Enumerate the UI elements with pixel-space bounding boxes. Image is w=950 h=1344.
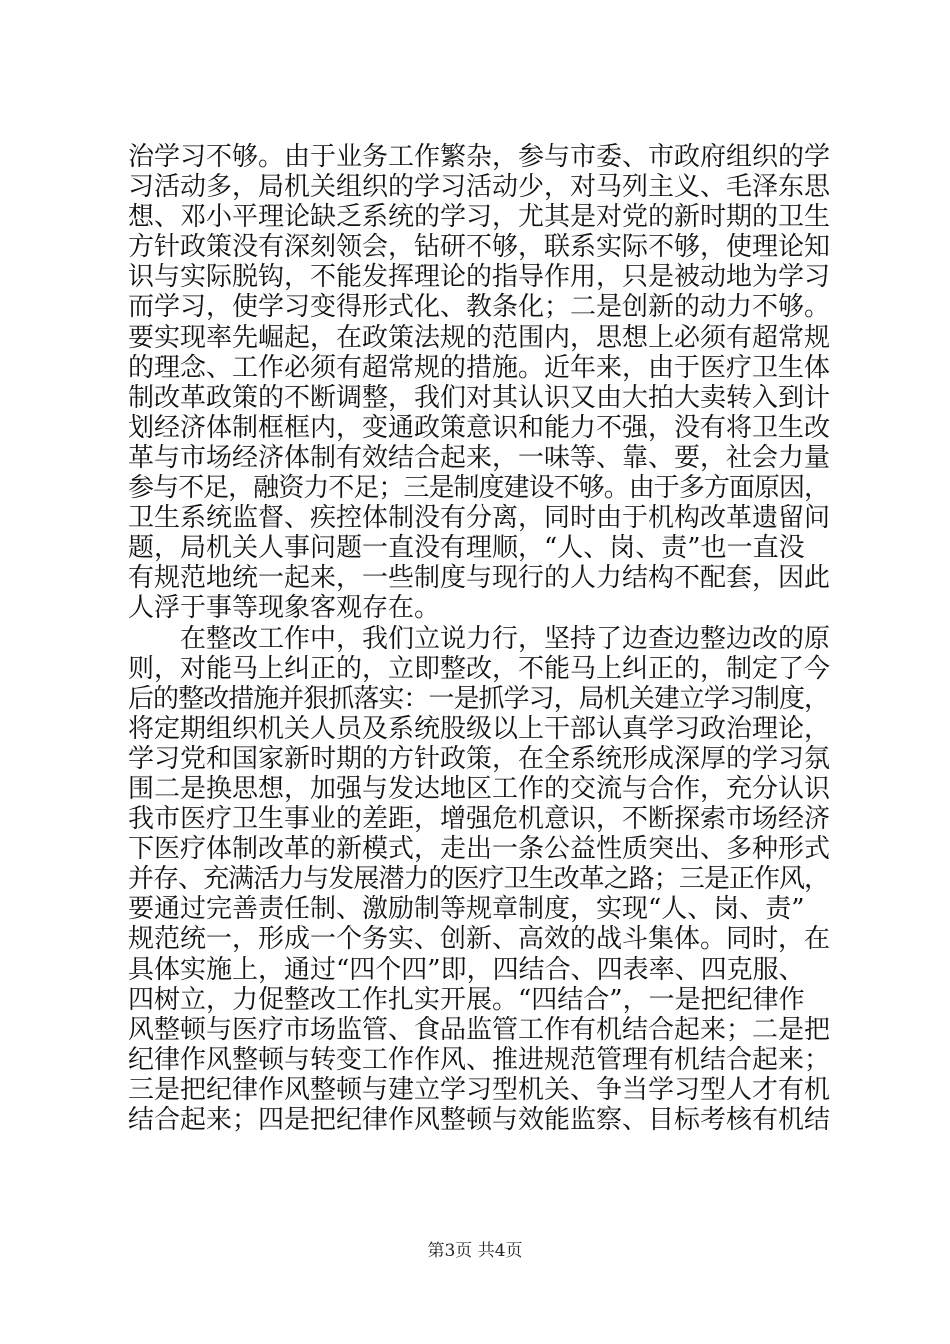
text-line: 的理念、工作必须有超常规的措施。近年来，由于医疗卫生体	[128, 352, 831, 383]
text-line: 风整顿与医疗市场监管、食品监管工作有机结合起来；二是把	[128, 1014, 831, 1045]
text-line: 三是把纪律作风整顿与建立学习型机关、争当学习型人才有机	[128, 1074, 831, 1105]
text-line: 我市医疗卫生事业的差距，增强危机意识，不断探索市场经济	[128, 804, 831, 835]
text-line: 下医疗体制改革的新模式，走出一条公益性质突出、多种形式	[128, 834, 831, 865]
text-line: 制改革政策的不断调整，我们对其认识又由大拍大卖转入到计	[128, 382, 831, 413]
text-line: 方针政策没有深刻领会，钻研不够，联系实际不够，使理论知	[128, 232, 831, 263]
text-line: 习活动多，局机关组织的学习活动少，对马列主义、毛泽东思	[128, 172, 831, 203]
text-line: 题，局机关人事问题一直没有理顺，“人、岗、责”也一直没	[128, 533, 805, 564]
text-line: 将定期组织机关人员及系统股级以上干部认真学习政治理论，	[128, 713, 831, 744]
text-line: 规范统一，形成一个务实、创新、高效的战斗集体。同时，在	[128, 924, 831, 955]
text-line: 参与不足，融资力不足；三是制度建设不够。由于多方面原因，	[128, 473, 830, 504]
text-line: 识与实际脱钩，不能发挥理论的指导作用，只是被动地为学习	[128, 262, 831, 293]
page-number-label: 第3页 共4页	[427, 1241, 523, 1261]
text-line: 人浮于事等现象客观存在。	[128, 593, 441, 624]
text-line: 划经济体制框框内，变通政策意识和能力不强，没有将卫生改	[128, 412, 831, 443]
text-line: 要实现率先崛起，在政策法规的范围内，思想上必须有超常规	[128, 322, 831, 353]
text-line: 要通过完善责任制、激励制等规章制度，实现“人、岗、责”	[128, 894, 805, 925]
page-footer	[0, 1236, 950, 1261]
text-line: 四树立，力促整改工作扎实开展。“四结合”，一是把纪律作	[128, 984, 805, 1015]
text-line: 并存、充满活力与发展潜力的医疗卫生改革之路；三是正作风，	[128, 864, 830, 895]
text-line: 后的整改措施并狠抓落实：一是抓学习，局机关建立学习制度，	[128, 683, 830, 714]
text-line: 在整改工作中，我们立说力行，坚持了边查边整边改的原	[128, 623, 831, 654]
document-body	[128, 142, 830, 1135]
text-line: 围二是换思想，加强与发达地区工作的交流与合作，充分认识	[128, 773, 831, 804]
text-line: 卫生系统监督、疾控体制没有分离，同时由于机构改革遗留问	[128, 503, 831, 534]
text-line: 学习党和国家新时期的方针政策，在全系统形成深厚的学习氛	[128, 743, 831, 774]
text-line: 有规范地统一起来，一些制度与现行的人力结构不配套，因此	[128, 563, 831, 594]
text-line: 则，对能马上纠正的，立即整改，不能马上纠正的，制定了今	[128, 653, 831, 684]
text-line: 而学习，使学习变得形式化、教条化；二是创新的动力不够。	[128, 292, 831, 323]
text-line: 结合起来；四是把纪律作风整顿与效能监察、目标考核有机结	[128, 1105, 831, 1135]
text-line: 革与市场经济体制有效结合起来，一味等、靠、要，社会力量	[128, 442, 831, 473]
text-line: 想、邓小平理论缺乏系统的学习，尤其是对党的新时期的卫生	[128, 202, 831, 233]
text-line: 治学习不够。由于业务工作繁杂，参与市委、市政府组织的学	[128, 142, 831, 172]
text-line: 具体实施上，通过“四个四”即，四结合、四表率、四克服、	[128, 954, 805, 985]
text-line: 纪律作风整顿与转变工作作风、推进规范管理有机结合起来；	[128, 1044, 831, 1075]
